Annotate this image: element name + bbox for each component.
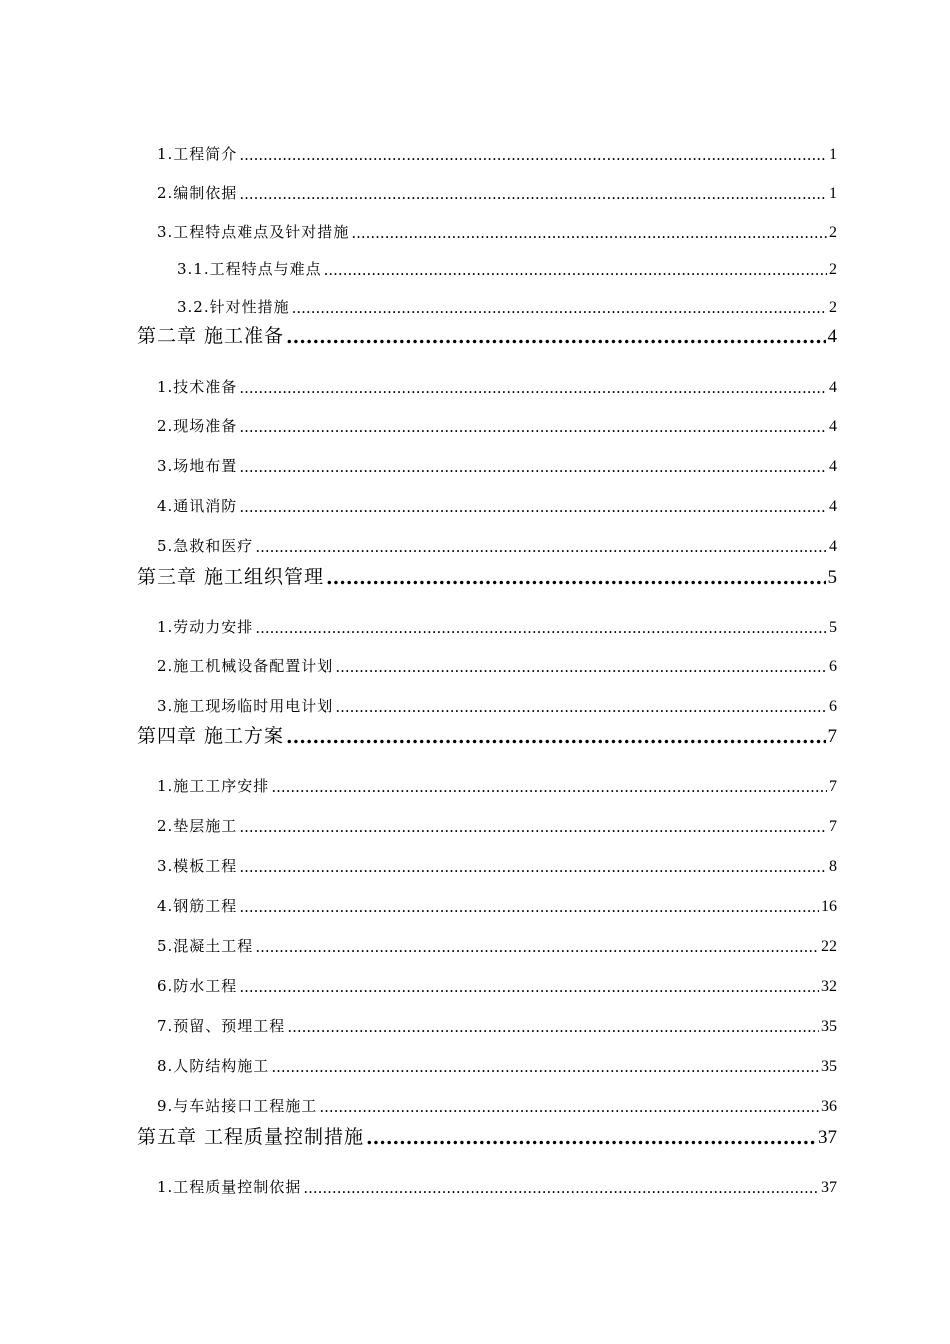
toc-page-number: 22: [821, 938, 837, 955]
toc-entry[interactable]: [157, 694, 837, 716]
toc-entry[interactable]: [177, 295, 837, 317]
toc-entry[interactable]: [157, 220, 837, 242]
toc-page-number: 4: [829, 418, 837, 435]
toc-entry[interactable]: [157, 534, 837, 556]
toc-dot-leader: [335, 698, 827, 716]
toc-dot-leader: [286, 726, 825, 748]
toc-entry-label: 第四章 施工方案: [137, 725, 285, 747]
toc-dot-leader: [239, 978, 819, 996]
toc-page-number: 6: [829, 658, 837, 675]
toc-dot-leader: [292, 299, 827, 317]
toc-page-number: 2: [829, 299, 837, 316]
toc-entry-label: 2.施工机械设备配置计划: [157, 657, 334, 675]
toc-dot-leader: [239, 898, 819, 916]
toc-page-number: 37: [818, 1127, 837, 1148]
toc-entry-label: 3.工程特点难点及针对措施: [157, 223, 350, 241]
toc-page-number: 1: [829, 146, 837, 163]
toc-entry-label: 2.现场准备: [157, 417, 238, 435]
toc-dot-leader: [287, 1018, 819, 1036]
toc-dot-leader: [239, 818, 827, 836]
toc-page-number: 37: [821, 1179, 837, 1196]
toc-entry[interactable]: [157, 814, 837, 836]
toc-entry[interactable]: [157, 1175, 837, 1197]
toc-page-number: 35: [821, 1018, 837, 1035]
toc-entry-label: 1.工程质量控制依据: [157, 1178, 302, 1196]
toc-dot-leader: [271, 1058, 819, 1076]
toc-dot-leader: [303, 1179, 819, 1197]
toc-entry-label: 4.通讯消防: [157, 497, 238, 515]
toc-entry[interactable]: [157, 1054, 837, 1076]
toc-entry-label: 3.1.工程特点与难点: [177, 260, 322, 278]
toc-dot-leader: [255, 538, 827, 556]
toc-entry-label: 5.急救和医疗: [157, 537, 254, 555]
toc-chapter-entry[interactable]: [137, 720, 837, 748]
toc-page-number: 2: [829, 224, 837, 241]
toc-entry[interactable]: [157, 615, 837, 637]
toc-dot-leader: [326, 567, 825, 589]
toc-entry-label: 7.预留、预埋工程: [157, 1017, 286, 1035]
toc-entry-label: 2.编制依据: [157, 184, 238, 202]
toc-chapter-entry[interactable]: [137, 1121, 837, 1149]
toc-page-number: 5: [827, 567, 837, 588]
toc-entry-label: 3.施工现场临时用电计划: [157, 697, 334, 715]
toc-entry[interactable]: [157, 654, 837, 676]
toc-entry-label: 1.工程简介: [157, 145, 238, 163]
toc-dot-leader: [335, 658, 827, 676]
toc-entry[interactable]: [157, 454, 837, 476]
toc-entry-label: 1.施工工序安排: [157, 777, 270, 795]
toc-dot-leader: [239, 379, 827, 397]
toc-dot-leader: [239, 185, 827, 203]
toc-entry-label: 第三章 施工组织管理: [137, 566, 325, 588]
toc-page-number: 1: [829, 185, 837, 202]
toc-page-number: 4: [827, 326, 837, 347]
toc-entry[interactable]: [157, 974, 837, 996]
toc-page-number: 7: [829, 778, 837, 795]
toc-page-number: 6: [829, 698, 837, 715]
toc-page-number: 36: [821, 1098, 837, 1115]
toc-entry-label: 9.与车站接口工程施工: [157, 1097, 318, 1115]
toc-dot-leader: [239, 146, 827, 164]
toc-page-number: 7: [827, 726, 837, 747]
toc-entry-label: 1.技术准备: [157, 378, 238, 396]
toc-page-number: 8: [829, 858, 837, 875]
toc-entry-label: 8.人防结构施工: [157, 1057, 270, 1075]
toc-page-number: 2: [829, 261, 837, 278]
toc-entry[interactable]: [177, 257, 837, 279]
toc-entry-label: 第二章 施工准备: [137, 325, 285, 347]
toc-dot-leader: [366, 1127, 816, 1149]
toc-page-number: 4: [829, 458, 837, 475]
toc-page-number: 5: [829, 619, 837, 636]
toc-dot-leader: [255, 619, 827, 637]
toc-entry[interactable]: [157, 142, 837, 164]
toc-entry[interactable]: [157, 1094, 837, 1116]
toc-chapter-entry[interactable]: [137, 320, 837, 348]
toc-entry[interactable]: [157, 894, 837, 916]
toc-page-number: 16: [821, 898, 837, 915]
toc-dot-leader: [319, 1098, 819, 1116]
toc-entry-label: 2.垫层施工: [157, 817, 238, 835]
toc-entry[interactable]: [157, 414, 837, 436]
toc-entry[interactable]: [157, 375, 837, 397]
toc-entry-label: 6.防水工程: [157, 977, 238, 995]
toc-dot-leader: [239, 498, 827, 516]
toc-entry-label: 1.劳动力安排: [157, 618, 254, 636]
toc-dot-leader: [351, 224, 827, 242]
toc-page-number: 4: [829, 538, 837, 555]
toc-dot-leader: [286, 326, 825, 348]
toc-page-number: 4: [829, 379, 837, 396]
toc-entry[interactable]: [157, 494, 837, 516]
toc-dot-leader: [255, 938, 819, 956]
toc-chapter-entry[interactable]: [137, 561, 837, 589]
toc-page-number: 35: [821, 1058, 837, 1075]
toc-entry[interactable]: [157, 774, 837, 796]
toc-entry-label: 第五章 工程质量控制措施: [137, 1126, 365, 1148]
toc-page-number: 4: [829, 498, 837, 515]
toc-dot-leader: [324, 261, 827, 279]
toc-entry[interactable]: [157, 1014, 837, 1036]
toc-entry-label: 3.2.针对性措施: [177, 298, 290, 316]
toc-entry-label: 5.混凝土工程: [157, 937, 254, 955]
toc-entry[interactable]: [157, 181, 837, 203]
toc-entry-label: 3.模板工程: [157, 857, 238, 875]
toc-entry-label: 3.场地布置: [157, 457, 238, 475]
toc-dot-leader: [271, 778, 827, 796]
toc-entry[interactable]: [157, 934, 837, 956]
toc-dot-leader: [239, 858, 827, 876]
toc-dot-leader: [239, 458, 827, 476]
toc-entry-label: 4.钢筋工程: [157, 897, 238, 915]
toc-page-number: 32: [821, 978, 837, 995]
toc-dot-leader: [239, 418, 827, 436]
toc-page-number: 7: [829, 818, 837, 835]
toc-entry[interactable]: [157, 854, 837, 876]
